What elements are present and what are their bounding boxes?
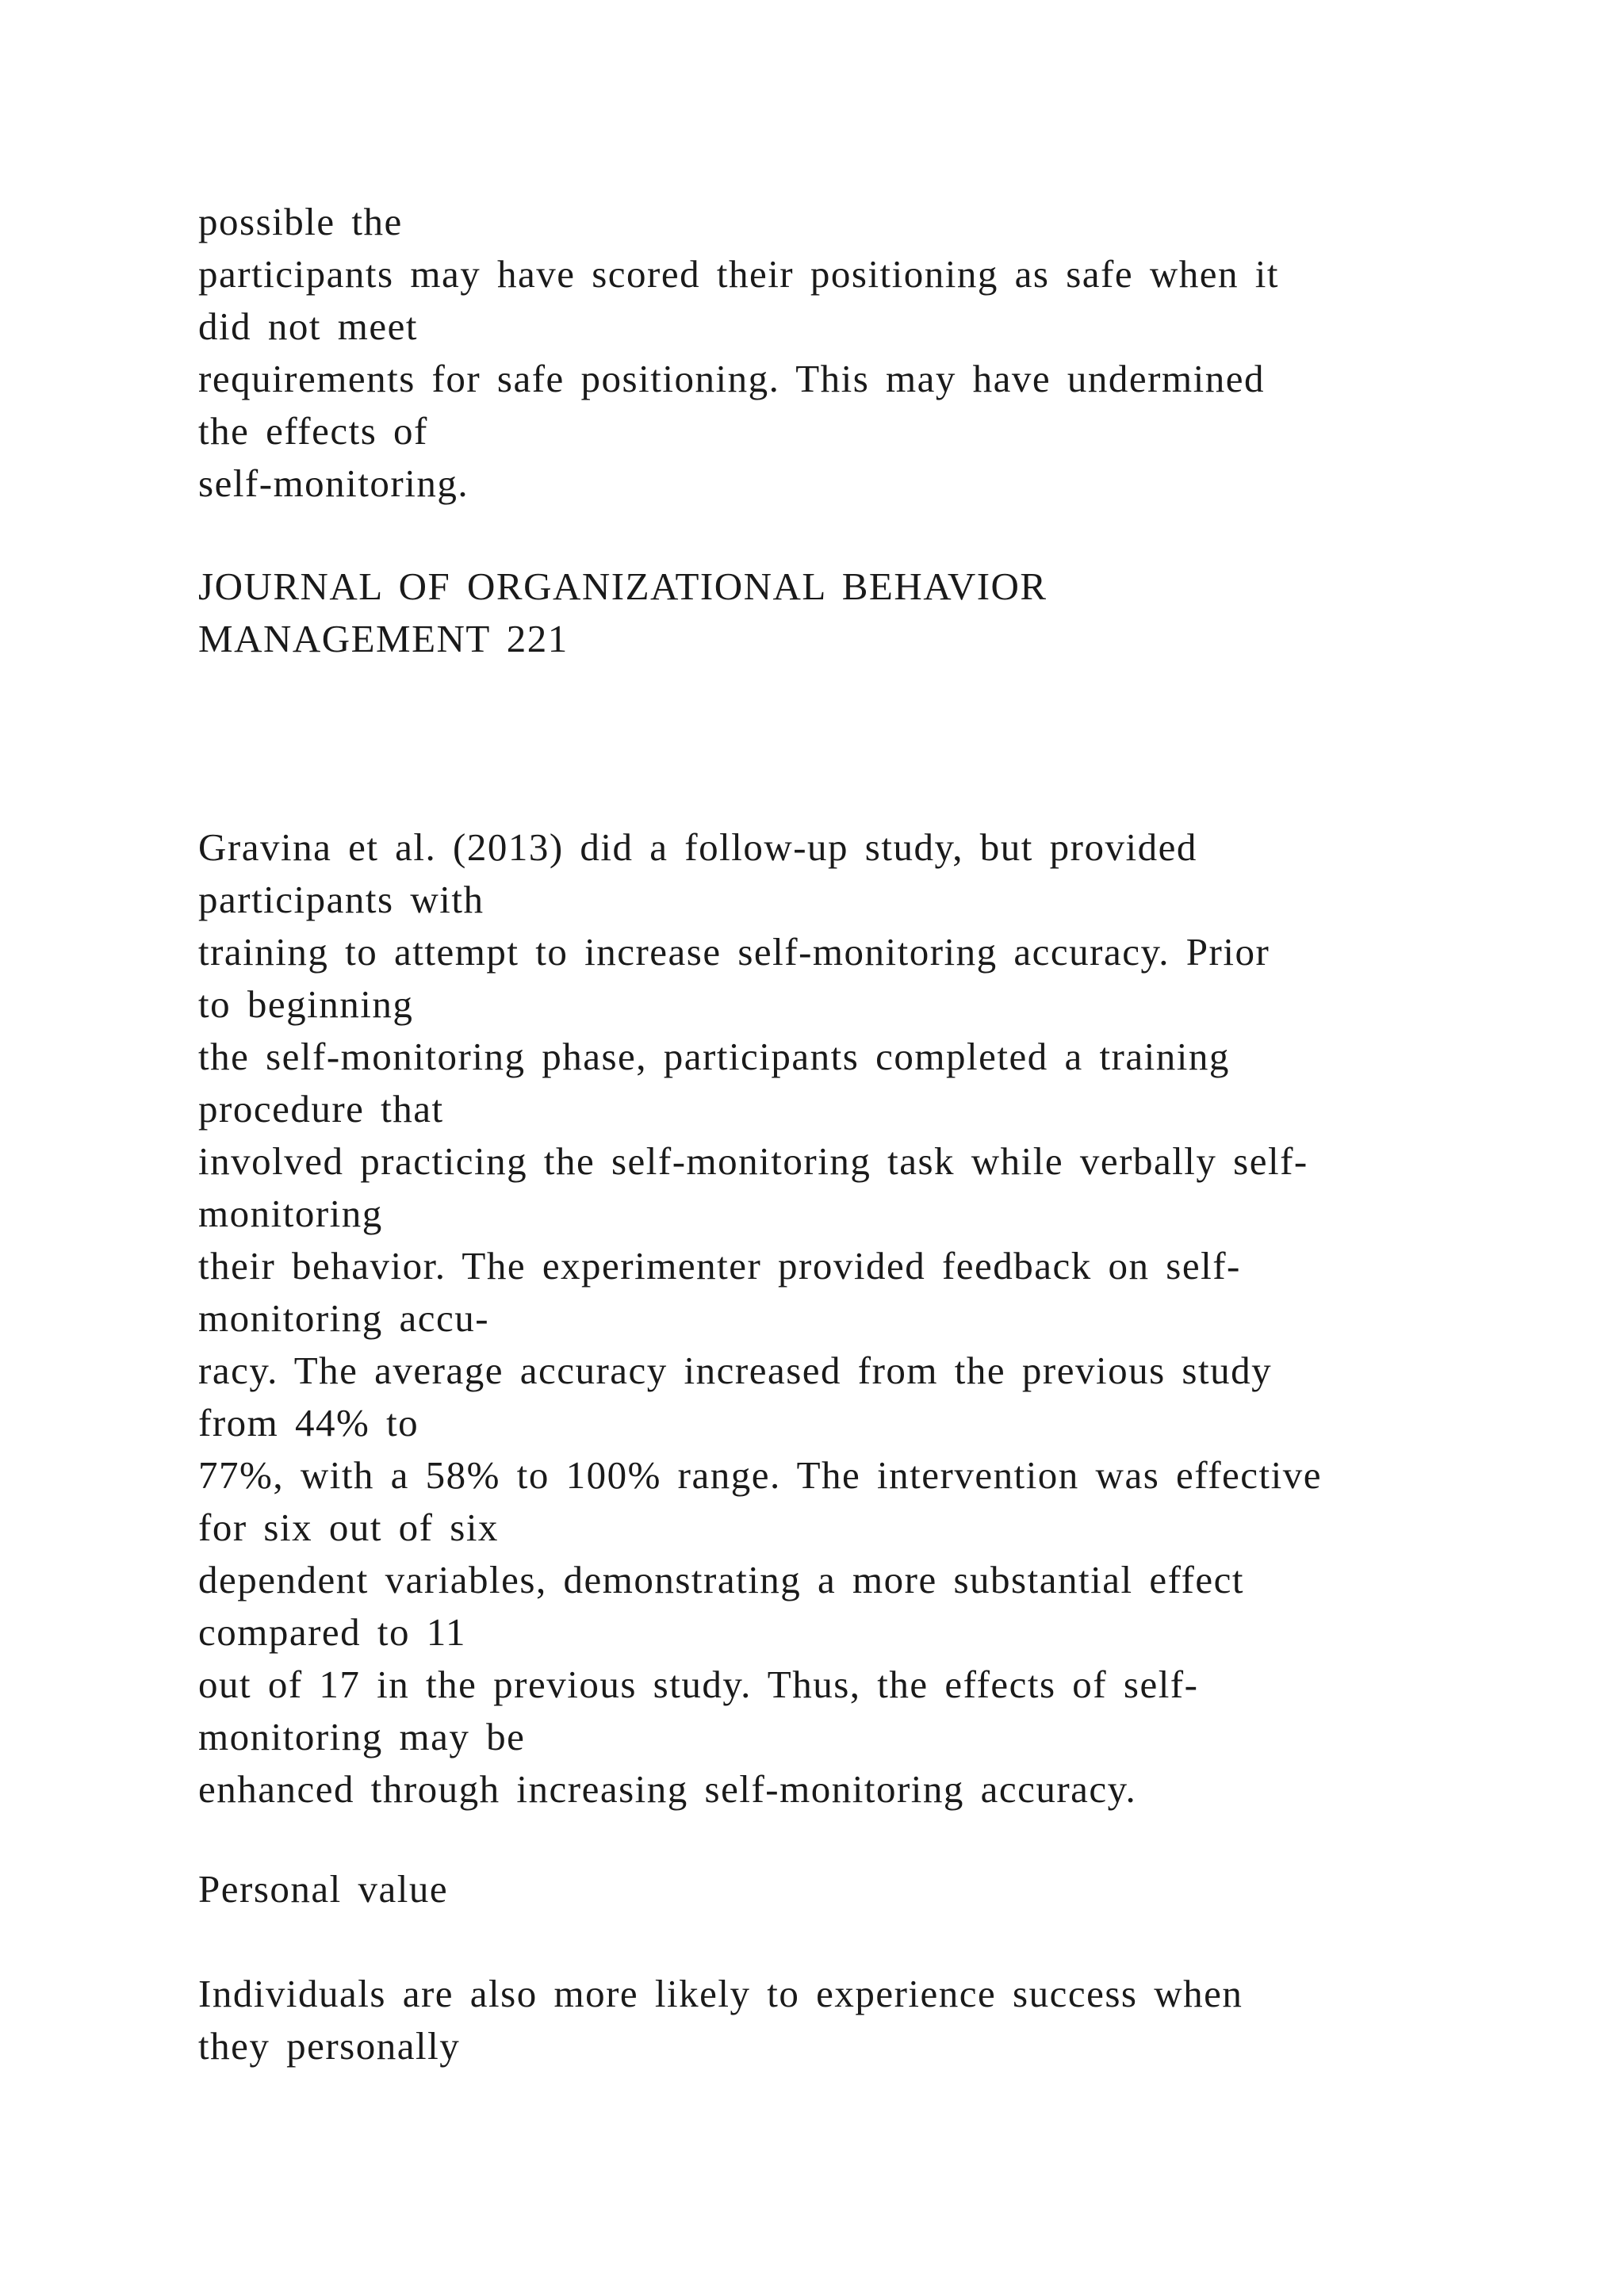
text-line: to beginning: [198, 982, 414, 1026]
text-line: participants with: [198, 878, 485, 921]
text-line: monitoring may be: [198, 1715, 526, 1758]
running-head: [198, 561, 1499, 665]
text-line: the effects of: [198, 409, 428, 453]
paragraph-p1: [198, 196, 1499, 510]
text-line: they personally: [198, 2024, 461, 2068]
text-line: from 44% to: [198, 1401, 419, 1445]
text-line: procedure that: [198, 1087, 444, 1131]
text-line: compared to 11: [198, 1610, 466, 1654]
text-line: out of 17 in the previous study. Thus, the effects of self-: [198, 1663, 1199, 1706]
text-line: their behavior. The experimenter provided feedback on self-: [198, 1244, 1241, 1288]
text-line: 77%, with a 58% to 100% range. The intervention was effective: [198, 1453, 1322, 1497]
text-line: possible the: [198, 200, 403, 243]
paragraph-p2: [198, 821, 1499, 1816]
running-head-line: MANAGEMENT 221: [198, 617, 569, 660]
text-line: training to attempt to increase self-monitoring accuracy. Prior: [198, 930, 1270, 974]
text-line: for six out of six: [198, 1506, 499, 1549]
text-line: Gravina et al. (2013) did a follow-up study, but provided: [198, 825, 1197, 869]
section-heading-text: Personal value: [198, 1867, 449, 1911]
text-line: self-monitoring.: [198, 461, 469, 505]
text-line: requirements for safe positioning. This may have undermined: [198, 357, 1265, 400]
text-line: monitoring: [198, 1192, 383, 1235]
running-head-line: JOURNAL OF ORGANIZATIONAL BEHAVIOR: [198, 564, 1048, 608]
text-line: participants may have scored their positioning as safe when it: [198, 252, 1279, 296]
text-line: monitoring accu-: [198, 1296, 490, 1340]
text-line: did not meet: [198, 304, 418, 348]
text-line: Individuals are also more likely to experience success when: [198, 1972, 1243, 2015]
text-line: the self-monitoring phase, participants completed a training: [198, 1035, 1230, 1078]
paragraph-p3: [198, 1968, 1499, 2072]
text-line: racy. The average accuracy increased from the previous study: [198, 1349, 1273, 1392]
text-line: dependent variables, demonstrating a more substantial effect: [198, 1558, 1244, 1601]
section-heading: [198, 1863, 1499, 1915]
text-line: involved practicing the self-monitoring task while verbally self-: [198, 1139, 1308, 1183]
text-line: enhanced through increasing self-monitoring accuracy.: [198, 1767, 1137, 1811]
